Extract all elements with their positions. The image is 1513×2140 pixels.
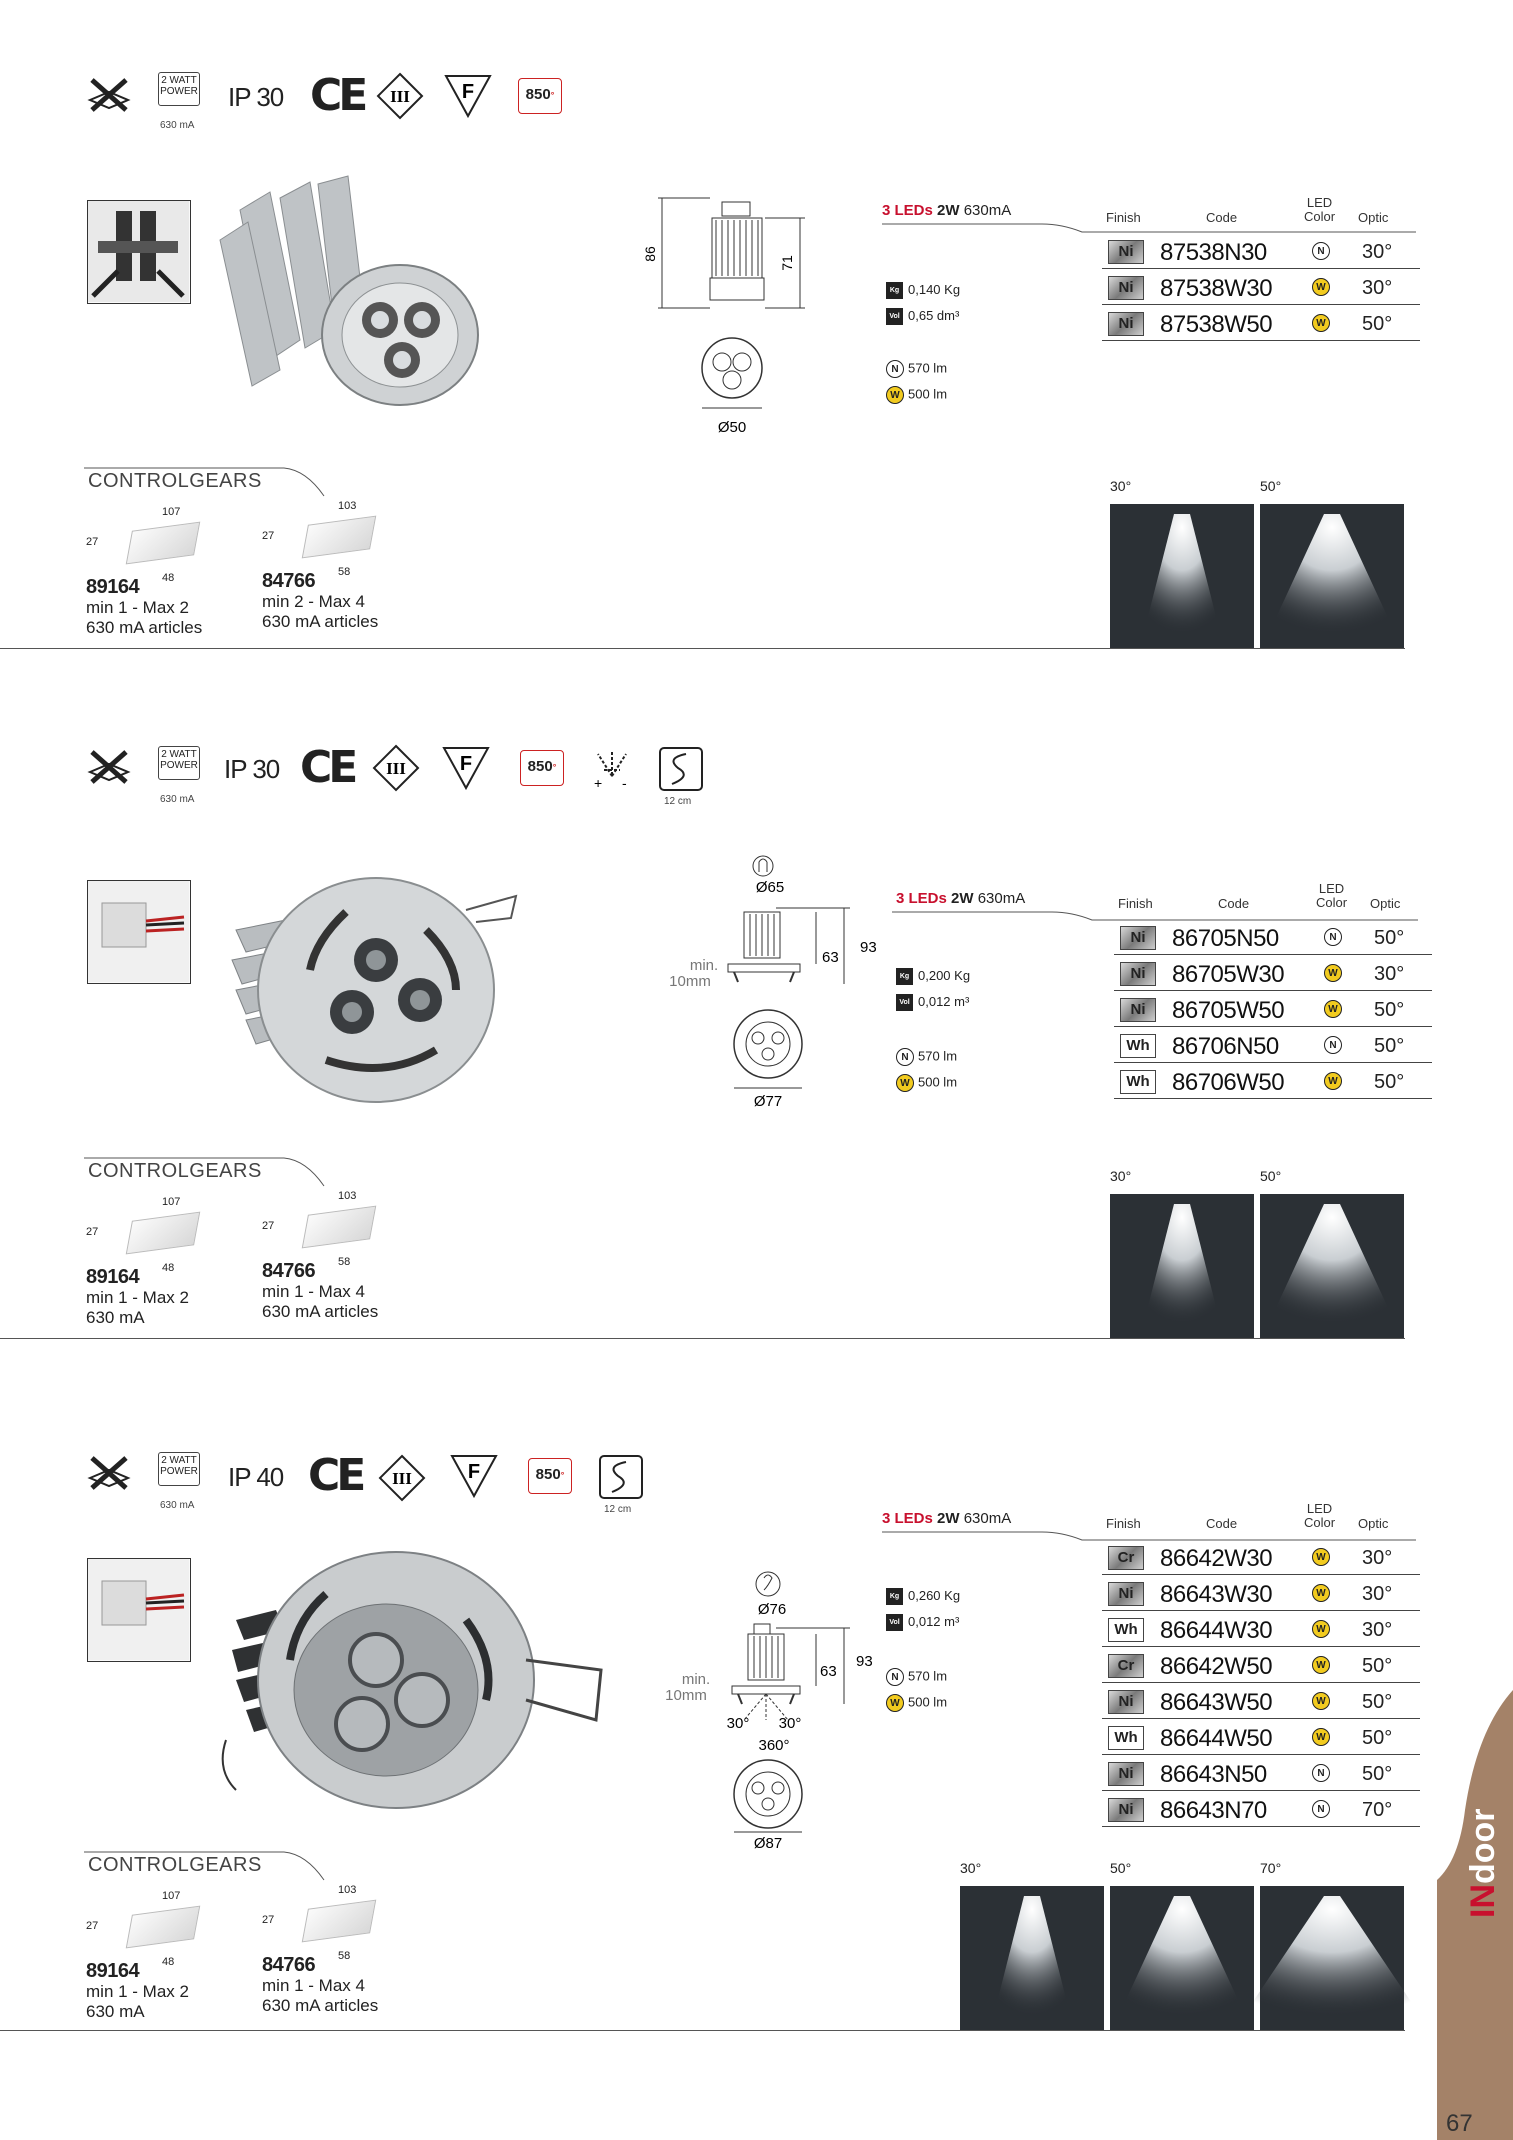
cable-length-icon [658,746,704,792]
product-code: 86706W50 [1172,1069,1285,1096]
table-row [1102,1542,1420,1575]
section-divider [0,2030,1405,2031]
table-row [1102,1686,1420,1719]
header-optic: Optic [1370,896,1401,911]
optic-angle: 50° [1374,927,1405,949]
weight-icon: Kg [886,1588,903,1605]
optic-angle: 50° [1362,313,1393,335]
dimension-width: 48 [162,572,175,584]
svg-text:Ø76: Ø76 [757,1601,787,1618]
technical-drawing [642,190,830,440]
dimension-width: 48 [162,1262,175,1274]
svg-text:+: + [594,775,603,791]
warm-led-icon: W [1312,1728,1330,1746]
product-detail-thumbnail [87,880,191,984]
ip-rating: IP 40 [228,1462,284,1492]
volume: Vol 0,65 dm³ [886,308,959,325]
finish-swatch: Wh [1120,1034,1156,1058]
controlgear-articles: 630 mA [86,2002,145,2021]
svg-text:63: 63 [822,949,839,966]
finish-swatch: Ni [1108,276,1144,300]
controlgears-title: CONTROLGEARS [88,1160,262,1182]
table-row [1114,1030,1432,1063]
dimension-width: 58 [338,1256,351,1268]
f-mark-icon [450,1454,498,1498]
svg-text:30°: 30° [726,1715,750,1732]
f-mark-icon [444,74,492,118]
header-code: Code [1206,210,1238,225]
controlgear-code: 89164 [86,1960,140,1982]
product-detail-thumbnail [87,200,191,304]
power-current: 630 mA [160,120,195,131]
dimension-length: 107 [162,506,181,518]
svg-text:F: F [461,81,475,103]
neutral-led-icon: N [886,1668,904,1686]
product-photo [206,1540,616,1840]
controlgear-range: min 1 - Max 4 [262,1976,365,1995]
weight: Kg 0,260 Kg [886,1588,960,1605]
controlgear-articles: 630 mA articles [86,618,203,637]
product-code: 87538W50 [1160,311,1273,338]
product-code: 86643W50 [1160,1689,1273,1716]
finish-swatch: Ni [1108,1762,1144,1786]
spec-header-curve [882,1501,1422,1544]
lumen-warm: W 500 lm [896,1074,957,1092]
table-row [1102,1794,1420,1827]
neutral-led-icon: N [1312,1800,1330,1818]
warm-led-icon: W [1312,1548,1330,1566]
finish-swatch: Ni [1120,998,1156,1022]
svg-text:Ø77: Ø77 [753,1093,783,1110]
cable-length-icon [598,1454,644,1500]
ip-rating: IP 30 [228,82,284,112]
optic-angle: 50° [1362,1691,1393,1713]
controlgear-image [302,1900,377,1943]
class-iii-icon [378,1454,426,1502]
warm-led-icon: W [1312,278,1330,296]
svg-text:Ø87: Ø87 [753,1835,783,1852]
warm-led-icon: W [1324,1000,1342,1018]
cable-length: 12 cm [604,1504,632,1515]
svg-text:III: III [386,759,406,778]
svg-text:III: III [390,87,410,106]
optic-angle: 30° [1374,963,1405,985]
optic-angle: 70° [1362,1799,1393,1821]
lumen-neutral: N 570 lm [896,1048,957,1066]
dimension-width: 58 [338,566,351,578]
temperature-850-badge: 850° [528,1458,572,1494]
table-row [1102,1650,1420,1683]
header-finish: Finish [1106,1516,1141,1531]
svg-text:10mm: 10mm [665,1687,707,1704]
dimension-height: 27 [86,1226,99,1238]
optic-angle: 50° [1362,1727,1393,1749]
dimension-height: 27 [86,1920,99,1932]
optic-angle: 50° [1362,1655,1393,1677]
table-row [1102,1614,1420,1647]
controlgear-image [126,522,201,565]
table-row [1102,1578,1420,1611]
optic-angle: 50° [1374,1035,1405,1057]
neutral-led-icon: N [1324,1036,1342,1054]
finish-swatch: Ni [1108,312,1144,336]
header-code: Code [1206,1516,1238,1531]
controlgear-code: 89164 [86,576,140,598]
volume-icon: Vol [886,1614,903,1631]
controlgears-curve [84,1850,344,1884]
beam-photo [1260,504,1404,648]
product-code: 86705N50 [1172,925,1279,952]
class-iii-icon [376,72,424,120]
controlgear-range: min 1 - Max 2 [86,1982,189,2001]
svg-text:30°: 30° [778,1715,802,1732]
dimension-length: 107 [162,1890,181,1902]
warm-led-icon: W [1312,1620,1330,1638]
svg-text:Ø65: Ø65 [755,879,785,896]
optic-angle: 30° [1362,1619,1393,1641]
dimension-height: 27 [262,1914,275,1926]
dimension-height: 27 [262,1220,275,1232]
finish-swatch: Ni [1108,1798,1144,1822]
table-row [1114,1066,1432,1099]
controlgear-image [126,1212,201,1255]
beam-photo [1110,1194,1254,1338]
neutral-led-icon: N [886,360,904,378]
controlgear-code: 84766 [262,1260,316,1282]
svg-text:-: - [622,775,627,791]
header-led-color: LED Color [1304,195,1336,224]
dimension-length: 103 [338,1190,357,1202]
controlgear-code: 84766 [262,1954,316,1976]
product-code: 86642W50 [1160,1653,1273,1680]
warm-led-icon: W [1324,964,1342,982]
product-code: 86644W30 [1160,1617,1273,1644]
controlgear-code: 89164 [86,1266,140,1288]
table-row [1114,922,1432,955]
dimension-height: 27 [86,536,99,548]
svg-text:71: 71 [779,255,795,271]
no-insulation-icon [86,74,132,114]
finish-swatch: Wh [1108,1618,1144,1642]
dimension-width: 48 [162,1956,175,1968]
controlgear-range: min 1 - Max 2 [86,1288,189,1307]
header-led-color: LED Color [1316,881,1348,910]
finish-swatch: Cr [1108,1546,1144,1570]
f-mark-icon [442,746,490,790]
beam-angle-label: 50° [1260,478,1282,494]
warm-led-icon: W [886,1694,904,1712]
optic-angle: 30° [1362,241,1393,263]
spec-header-curve [882,196,1422,236]
optic-angle: 50° [1362,1763,1393,1785]
controlgear-image [126,1906,201,1949]
svg-text:min.: min. [681,1671,711,1688]
finish-swatch: Wh [1108,1726,1144,1750]
controlgear-range: min 1 - Max 4 [262,1282,365,1301]
volume-icon: Vol [886,308,903,325]
product-code: 86643W30 [1160,1581,1273,1608]
header-optic: Optic [1358,210,1389,225]
controlgear-articles: 630 mA articles [262,1996,379,2015]
power-badge: 2 WATT POWER [158,1452,200,1486]
finish-swatch: Ni [1120,926,1156,950]
table-row [1102,236,1420,269]
controlgears-curve [84,1156,344,1190]
optic-angle: 30° [1362,1583,1393,1605]
controlgear-articles: 630 mA articles [262,1302,379,1321]
svg-text:min.: min. [689,957,719,974]
controlgears-curve [84,466,344,500]
class-iii-icon [372,744,420,792]
optic-angle: 50° [1374,999,1405,1021]
svg-text:F: F [467,1461,481,1483]
dimension-length: 107 [162,1196,181,1208]
svg-text:Ø50: Ø50 [717,419,747,436]
volume: Vol 0,012 m³ [886,1614,959,1631]
technical-drawing [660,852,880,1112]
section-divider [0,648,1405,649]
power-badge: 2 WATT POWER [158,746,200,780]
table-row [1102,272,1420,305]
no-insulation-icon [86,1452,132,1492]
no-insulation-icon [86,746,132,786]
warm-led-icon: W [1312,314,1330,332]
beam-photo [1110,504,1254,648]
beam-angle-label: 30° [1110,478,1132,494]
controlgear-articles: 630 mA articles [262,612,379,631]
product-code: 86705W30 [1172,961,1285,988]
ip-rating: IP 30 [224,754,280,784]
finish-swatch: Cr [1108,1654,1144,1678]
optic-angle: 30° [1362,277,1393,299]
controlgears-title: CONTROLGEARS [88,1854,262,1876]
controlgear-code: 84766 [262,570,316,592]
technical-drawing [660,1560,880,1850]
weight: Kg 0,200 Kg [896,968,970,985]
svg-text:93: 93 [856,1653,873,1670]
controlgear-articles: 630 mA [86,1308,145,1327]
beam-angle-label: 30° [960,1860,982,1876]
table-row [1102,1722,1420,1755]
product-code: 86643N50 [1160,1761,1267,1788]
ce-mark: CE [308,1450,363,1501]
warm-led-icon: W [1312,1692,1330,1710]
table-row [1102,1758,1420,1791]
svg-text:86: 86 [642,246,658,262]
controlgear-range: min 2 - Max 4 [262,592,365,611]
product-detail-thumbnail [87,1558,191,1662]
product-code: 86705W50 [1172,997,1285,1024]
section-divider [0,1338,1405,1339]
temperature-850-badge: 850° [520,750,564,786]
optic-angle: 50° [1374,1071,1405,1093]
table-row [1114,994,1432,1027]
weight: Kg 0,140 Kg [886,282,960,299]
optic-angle: 30° [1362,1547,1393,1569]
power-current: 630 mA [160,1500,195,1511]
neutral-led-icon: N [1312,242,1330,260]
weight-icon: Kg [896,968,913,985]
ce-mark: CE [300,742,355,793]
finish-swatch: Ni [1108,1582,1144,1606]
svg-text:93: 93 [860,939,877,956]
beam-angle-label: 30° [1110,1168,1132,1184]
ce-mark: CE [310,70,365,121]
weight-icon: Kg [886,282,903,299]
lumen-warm: W 500 lm [886,386,947,404]
header-finish: Finish [1106,210,1141,225]
dimension-length: 103 [338,500,357,512]
finish-swatch: Ni [1108,1690,1144,1714]
product-code: 87538N30 [1160,239,1267,266]
power-current: 630 mA [160,794,195,805]
led-spec: 3 LEDs 2W 630mA [882,1510,1012,1527]
svg-text:63: 63 [820,1663,837,1680]
controlgear-image [302,1206,377,1249]
indoor-label: INdoor [1464,1808,1502,1918]
power-badge: 2 WATT POWER [158,72,200,106]
svg-text:III: III [392,1469,412,1488]
header-code: Code [1218,896,1250,911]
controlgears-title: CONTROLGEARS [88,470,262,492]
finish-swatch: Ni [1120,962,1156,986]
controlgear-range: min 1 - Max 2 [86,598,189,617]
warm-led-icon: W [896,1074,914,1092]
volume-icon: Vol [896,994,913,1011]
svg-text:10mm: 10mm [669,973,711,990]
product-code: 87538W30 [1160,275,1273,302]
dimension-height: 27 [262,530,275,542]
neutral-led-icon: N [1324,928,1342,946]
warm-led-icon: W [1312,1584,1330,1602]
cable-length: 12 cm [664,796,692,807]
neutral-led-icon: N [896,1048,914,1066]
product-code: 86706N50 [1172,1033,1279,1060]
table-row [1102,308,1420,341]
beam-angle-label: 50° [1260,1168,1282,1184]
lumen-neutral: N 570 lm [886,1668,947,1686]
page-number: 67 [1446,2110,1473,2137]
beam-angle-label: 70° [1260,1860,1282,1876]
beam-photo [1110,1886,1254,2030]
svg-text:360°: 360° [758,1737,790,1754]
warm-led-icon: W [1324,1072,1342,1090]
warm-led-icon: W [886,386,904,404]
dimension-length: 103 [338,1884,357,1896]
finish-swatch: Wh [1120,1070,1156,1094]
led-spec: 3 LEDs 2W 630mA [882,202,1012,219]
beam-photo [1260,1194,1404,1338]
beam-angle-label: 50° [1110,1860,1132,1876]
volume: Vol 0,012 m³ [896,994,969,1011]
controlgear-image [302,516,377,559]
product-code: 86643N70 [1160,1797,1267,1824]
product-photo [200,170,490,430]
product-photo [226,860,526,1130]
beam-photo [1260,1886,1404,2030]
header-led-color: LED Color [1304,1501,1336,1530]
beam-photo [960,1886,1104,2030]
lumen-warm: W 500 lm [886,1694,947,1712]
finish-swatch: Ni [1108,240,1144,264]
header-optic: Optic [1358,1516,1389,1531]
neutral-led-icon: N [1312,1764,1330,1782]
svg-text:F: F [459,753,473,775]
adjustable-tilt-icon [590,746,634,790]
product-code: 86644W50 [1160,1725,1273,1752]
dimension-width: 58 [338,1950,351,1962]
temperature-850-badge: 850° [518,78,562,114]
header-finish: Finish [1118,896,1153,911]
warm-led-icon: W [1312,1656,1330,1674]
led-spec: 3 LEDs 2W 630mA [896,890,1026,907]
lumen-neutral: N 570 lm [886,360,947,378]
product-code: 86642W30 [1160,1545,1273,1572]
table-row [1114,958,1432,991]
